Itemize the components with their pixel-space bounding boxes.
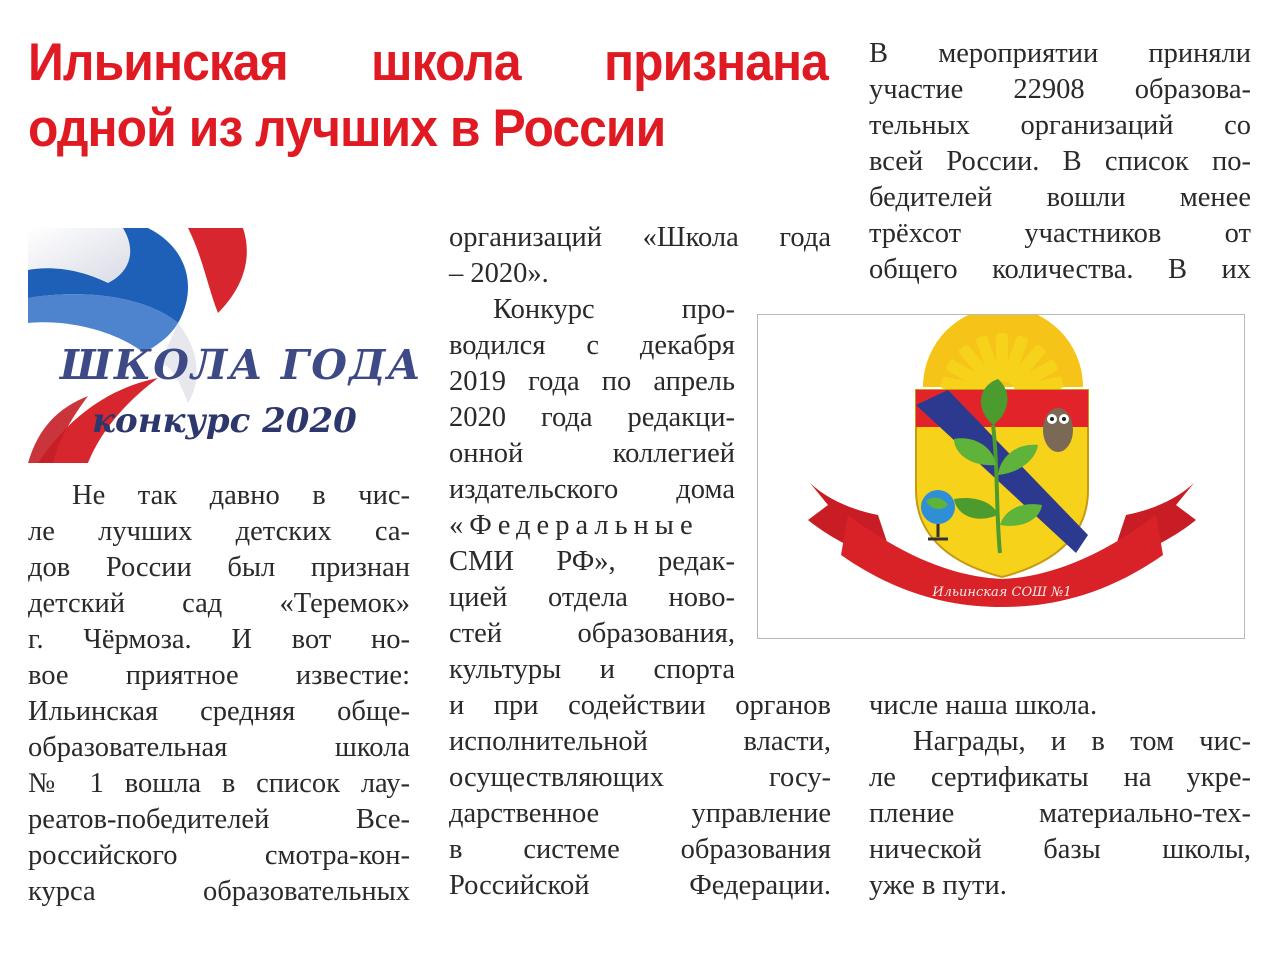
text-line: курса образовательных (28, 876, 410, 907)
text-line: реатов-победителей Все- (28, 804, 410, 835)
text-line: вое приятное известие: (28, 660, 410, 691)
text-line: организаций «Школа года (449, 222, 831, 253)
text-line: и при содействии органов (449, 690, 831, 721)
article-column-middle-top (449, 220, 831, 292)
text-line: Награды, и в том чис- (913, 726, 1251, 757)
text-line: СМИ РФ», редак- (449, 546, 735, 577)
text-line: трёхсот участников от (869, 218, 1251, 249)
text-line: Конкурс про- (493, 294, 735, 325)
promo-subtitle: конкурс 2020 (92, 401, 357, 441)
article-column-right-bottom (869, 688, 1251, 904)
text-line: водился с декабря (449, 330, 735, 361)
promo-title: ШКОЛА ГОДА (60, 341, 423, 389)
school-coat-of-arms-icon (758, 315, 1246, 640)
text-line: г. Чёрмоза. И вот но- (28, 624, 410, 655)
school-emblem-figure (757, 314, 1245, 639)
text-line: числе наша школа. (869, 690, 1098, 721)
text-line: Не так давно в чис- (72, 480, 410, 511)
text-line: ле сертификаты на укре- (869, 762, 1251, 793)
text-line: Российской Федерации. (449, 870, 831, 901)
text-line: бедителей вошли менее (869, 182, 1251, 213)
text-line: ле лучших детских са- (28, 516, 410, 547)
text-line: 2019 года по апрель (449, 366, 735, 397)
text-line: исполнительной власти, (449, 726, 831, 757)
headline-word: признана (603, 33, 828, 92)
article-column-middle-narrow (449, 292, 735, 688)
text-line: № 1 вошла в список лау- (28, 768, 410, 799)
text-line: общего количества. В их (869, 254, 1251, 285)
text-line: всей России. В список по- (869, 146, 1251, 177)
text-line: дарственное управление (449, 798, 831, 829)
text-line: образовательная школа (28, 732, 410, 763)
emblem-ribbon-text: Ильинская СОШ №1 (932, 585, 1072, 600)
text-line: стей образования, (449, 618, 735, 649)
text-line: тельных организаций со (869, 110, 1251, 141)
text-line: участие 22908 образова- (869, 74, 1251, 105)
text-line: в системе образования (449, 834, 831, 865)
text-line: В мероприятии приняли (869, 38, 1251, 69)
text-line: «Федеральные (449, 510, 699, 541)
text-line: культуры и спорта (449, 654, 735, 685)
text-line: пление материально-тех- (869, 798, 1251, 829)
text-line: онной коллегией (449, 438, 735, 469)
owl-icon (1043, 408, 1073, 452)
headline-line-1 (28, 30, 828, 96)
text-line: нической базы школы, (869, 834, 1251, 865)
headline-word: школа (371, 33, 521, 92)
article-column-left (28, 478, 410, 910)
headline-line-2: одной из лучших в России (28, 99, 666, 158)
text-line: 2020 года редакци- (449, 402, 735, 433)
text-line: осуществляющих госу- (449, 762, 831, 793)
text-line: российского смотра-кон- (28, 840, 410, 871)
text-line: Ильинская средняя обще- (28, 696, 410, 727)
article-column-middle-wide (449, 688, 831, 904)
text-line: – 2020». (449, 258, 549, 289)
text-line: дов России был признан (28, 552, 410, 583)
headline-word: Ильинская (28, 33, 288, 92)
school-of-year-promo-image (28, 228, 430, 463)
text-line: уже в пути. (869, 870, 1007, 901)
article-column-right-top (869, 36, 1251, 288)
text-line: издательского дома (449, 474, 735, 505)
text-line: детский сад «Теремок» (28, 588, 410, 619)
article-headline (28, 30, 828, 162)
text-line: цией отдела ново- (449, 582, 735, 613)
